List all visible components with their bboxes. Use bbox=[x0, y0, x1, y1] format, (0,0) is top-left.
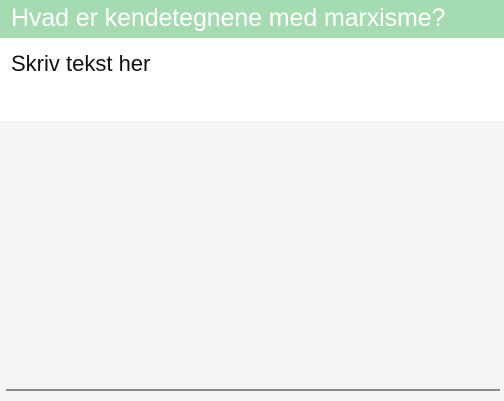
answer-placeholder-text: Skriv tekst her bbox=[11, 51, 151, 76]
answer-text-box[interactable] bbox=[0, 38, 504, 121]
question-header bbox=[0, 0, 504, 38]
blank-content-area bbox=[0, 121, 504, 389]
question-title: Hvad er kendetegnene med marxisme? bbox=[11, 4, 446, 32]
bottom-divider-line bbox=[6, 389, 500, 391]
